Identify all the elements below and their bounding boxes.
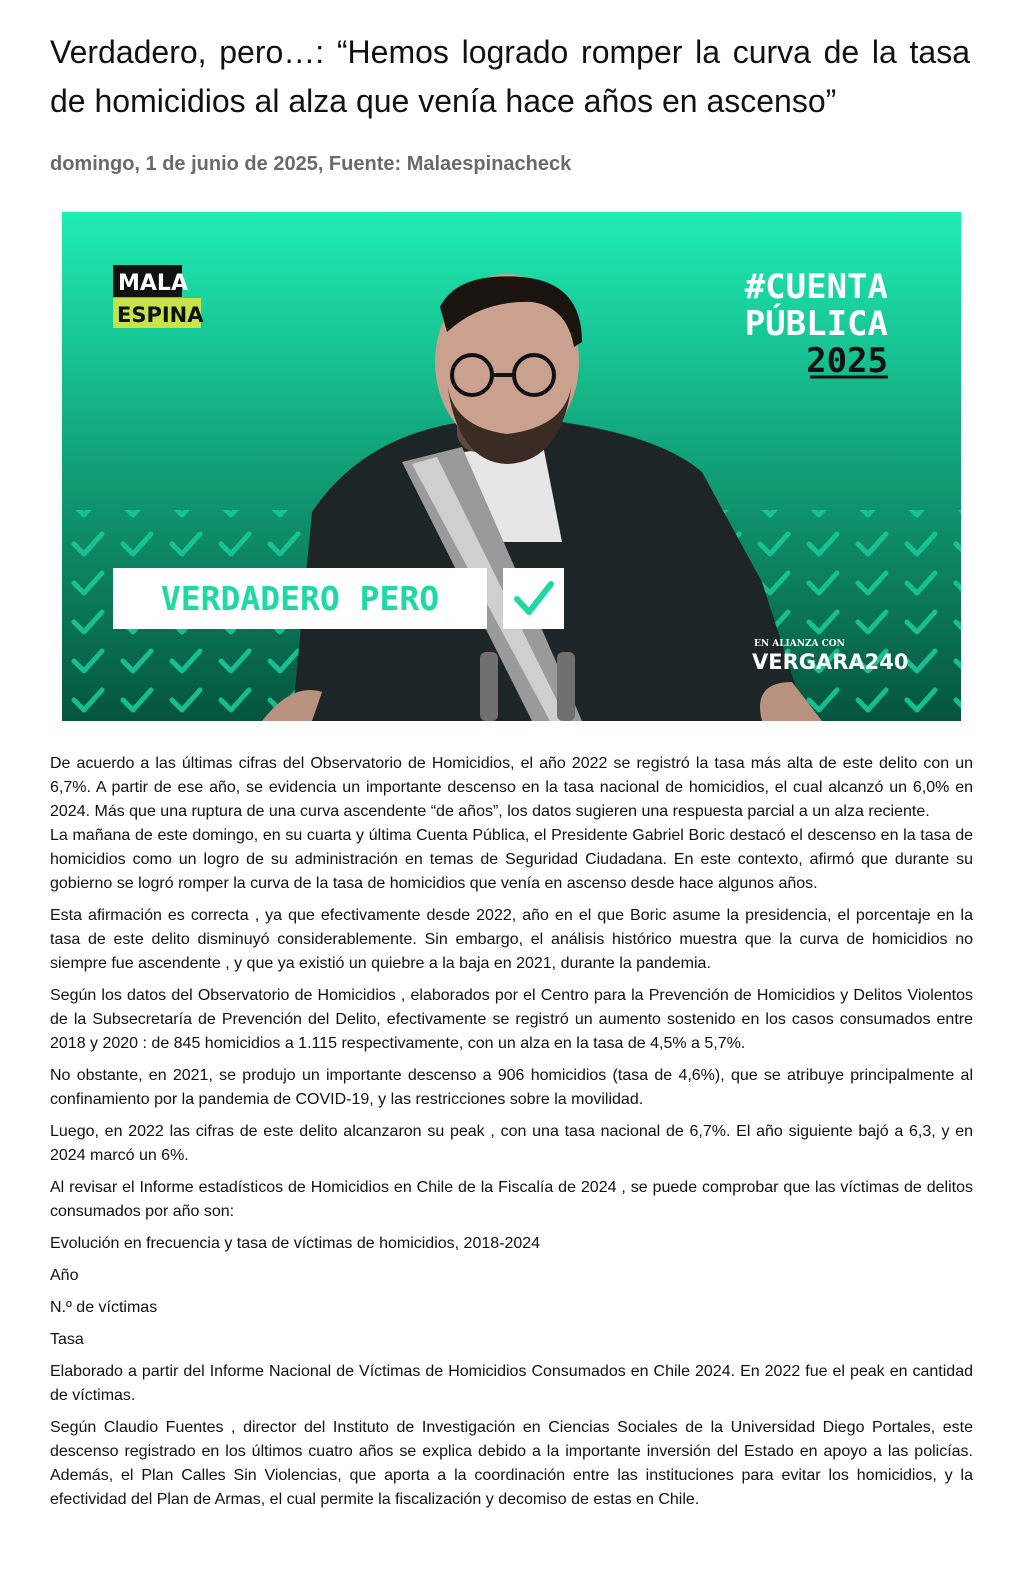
paragraph: Al revisar el Informe estadísticos de Homicidios en Chile de la Fiscalía de 2024 , se puede comprobar que las víctimas de delitos consumados por año son:: [50, 1179, 973, 1220]
paragraph: La mañana de este domingo, en su cuarta y última Cuenta Pública, el Presidente Gabriel Boric destacó el descenso en la tasa de homicidios como un logro de su administración en temas de Seguridad Ciudadana. En este contexto, afirmó que durante su gobierno se logró romper la curva de la tasa de homicidios que venía en ascenso desde hace algunos años.: [50, 827, 973, 892]
table-header-year: Año: [50, 1267, 79, 1284]
paragraph: Esta afirmación es correcta , ya que efectivamente desde 2022, año en el que Boric asume la presidencia, el porcentaje en la tasa de este delito disminuyó considerablemente. Sin embargo, el análisis histórico muestra que la curva de homicidios no siempre fue ascendente , y que ya existió un quiebre a la baja en 2021, durante la pandemia.: [50, 907, 973, 972]
svg-text:VERDADERO PERO: VERDADERO PERO: [160, 579, 440, 618]
article-title: Verdadero, pero…: “Hemos logrado romper la curva de la tasa de homicidios al alza que venía hace años en ascenso”: [50, 34, 970, 119]
paragraph: Según los datos del Observatorio de Homicidios , elaborados por el Centro para la Prevención de Homicidios y Delitos Violentos de la Subsecretaría de Prevención del Delito, efectivamente se registró un aumento sostenido en los casos consumados entre 2018 y 2020 : de 845 homicidios a 1.115 respectivamente, con un alza en la tasa de 4,5% a 5,7%.: [50, 987, 973, 1052]
svg-text:PÚBLICA: PÚBLICA: [744, 304, 888, 344]
table-header-victims: N.º de víctimas: [50, 1299, 158, 1316]
svg-text:MALA: MALA: [118, 271, 188, 296]
paragraph: No obstante, en 2021, se produjo un importante descenso a 906 homicidios (tasa de 4,6%), que se atribuye principalmente al confinamiento por la pandemia de COVID-19, y las restricciones sobre la movilidad.: [50, 1067, 973, 1108]
table-caption: Evolución en frecuencia y tasa de víctimas de homicidios, 2018-2024: [50, 1235, 541, 1252]
svg-text:VERGARA240: VERGARA240: [752, 650, 909, 674]
paragraph: De acuerdo a las últimas cifras del Observatorio de Homicidios, el año 2022 se registró la tasa más alta de este delito con un 6,7%. A partir de ese año, se evidencia un importante descenso en la tasa nacional de homicidios, el cual alcanzó un 6,0% en 2024. Más que una ruptura de una curva ascendente “de años”, los datos sugieren una respuesta parcial a un alza reciente.: [50, 755, 973, 820]
svg-text:#CUENTA: #CUENTA: [744, 267, 888, 307]
paragraph: Luego, en 2022 las cifras de este delito alcanzaron su peak , con una tasa nacional de 6,7%. El año siguiente bajó a 6,3, y en 2024 marcó un 6%.: [50, 1123, 973, 1164]
svg-text:EN ALIANZA CON: EN ALIANZA CON: [754, 639, 845, 649]
article-meta: domingo, 1 de junio de 2025, Fuente: Malaespinacheck: [50, 153, 572, 175]
svg-text:2025: 2025: [806, 341, 888, 381]
svg-text:ESPINA: ESPINA: [117, 303, 204, 327]
hero-image: [62, 212, 961, 721]
article-body: [50, 752, 973, 1520]
paragraph: Según Claudio Fuentes , director del Instituto de Investigación en Ciencias Sociales de la Universidad Diego Portales, este descenso registrado en los últimos cuatro años se explica debido a la importante inversión del Estado en apoyo a las policías. Además, el Plan Calles Sin Violencias, que aporta a la coordinación entre las instituciones para evitar los homicidios, y la efectividad del Plan de Armas, el cual permite la fiscalización y decomiso de estas en Chile.: [50, 1419, 973, 1508]
table-header-rate: Tasa: [50, 1331, 84, 1348]
paragraph: Elaborado a partir del Informe Nacional de Víctimas de Homicidios Consumados en Chile 2024. En 2022 fue el peak en cantidad de víctimas.: [50, 1363, 973, 1404]
